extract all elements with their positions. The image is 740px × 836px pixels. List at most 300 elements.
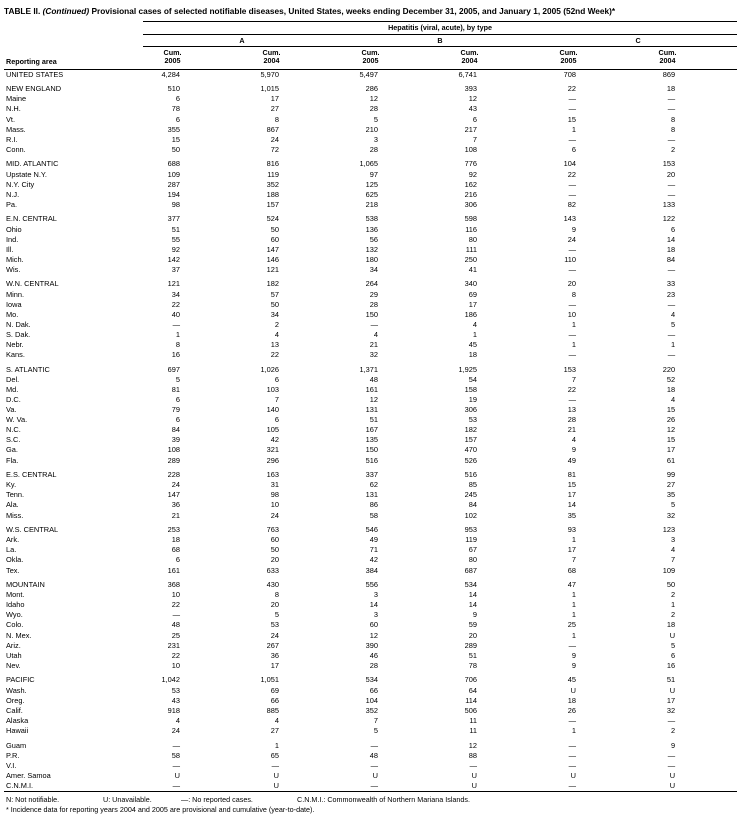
value-cell: —: [568, 640, 576, 650]
reporting-area-cell: MOUNTAIN: [6, 580, 45, 590]
value-cell: 12: [369, 94, 378, 104]
year-label: 2005: [362, 56, 379, 66]
value-cell: 98: [270, 490, 279, 500]
value-cell: —: [568, 299, 576, 309]
value-cell: 287: [167, 179, 180, 189]
table-row: [4, 781, 737, 792]
value-cell: 180: [365, 254, 378, 264]
reporting-area-cell: E.S. CENTRAL: [6, 470, 57, 480]
value-cell: 51: [369, 415, 378, 425]
table-header: [4, 21, 737, 69]
value-cell: 3: [670, 535, 676, 545]
value-cell: 146: [266, 254, 279, 264]
value-cell: 708: [563, 69, 576, 79]
value-cell: 35: [666, 490, 676, 500]
value-cell: 125: [365, 179, 378, 189]
value-cell: 56: [369, 234, 378, 244]
table-row: [4, 210, 737, 225]
reporting-area-cell: P.R.: [6, 750, 20, 760]
value-cell: 18: [171, 535, 180, 545]
table-row: [4, 310, 737, 320]
value-cell: 12: [666, 425, 676, 435]
value-cell: 51: [468, 650, 477, 660]
value-cell: 34: [171, 289, 180, 299]
value-cell: —: [370, 740, 378, 750]
table-row: [4, 395, 737, 405]
value-cell: 16: [666, 660, 676, 670]
value-cell: 28: [369, 104, 378, 114]
value-cell: 390: [365, 640, 378, 650]
value-cell: 2: [670, 725, 676, 735]
value-cell: 48: [369, 750, 378, 760]
value-cell: 109: [662, 565, 676, 575]
table-row: [4, 145, 737, 155]
value-cell: 53: [468, 415, 477, 425]
value-cell: 11: [469, 725, 477, 735]
value-cell: 108: [167, 445, 180, 455]
value-cell: 162: [464, 179, 477, 189]
value-cell: 393: [464, 84, 477, 94]
year-label: 2004: [461, 56, 478, 66]
value-cell: 22: [270, 350, 279, 360]
value-cell: 123: [662, 525, 676, 535]
value-cell: 20: [270, 600, 279, 610]
value-cell: 228: [167, 470, 180, 480]
reporting-area-cell: Oreg.: [6, 695, 25, 705]
table-row: [4, 751, 737, 761]
year-label: 2004: [263, 56, 280, 66]
value-cell: 352: [266, 179, 279, 189]
value-cell: 50: [270, 545, 279, 555]
value-cell: 250: [464, 254, 477, 264]
value-cell: 14: [468, 590, 477, 600]
value-cell: 17: [666, 695, 676, 705]
value-cell: 4: [472, 319, 477, 329]
value-cell: U: [174, 770, 180, 780]
value-cell: 5: [670, 640, 676, 650]
value-cell: 49: [369, 535, 378, 545]
value-cell: 245: [464, 490, 477, 500]
value-cell: 25: [171, 630, 180, 640]
table-title-text: Provisional cases of selected notifiable diseases, United States, weeks ending December 31, 2005, and January 1, 2005 (52nd Week)*: [91, 6, 616, 16]
value-cell: 32: [369, 350, 378, 360]
value-cell: 5: [274, 610, 279, 620]
value-cell: 516: [464, 470, 477, 480]
value-cell: 13: [567, 405, 576, 415]
value-cell: 135: [365, 435, 378, 445]
table-row: [4, 155, 737, 170]
value-cell: 1: [571, 340, 576, 350]
spacer-cell: [4, 21, 143, 34]
value-cell: 80: [468, 555, 477, 565]
reporting-area-cell: Calif.: [6, 705, 23, 715]
value-cell: —: [370, 760, 378, 770]
value-cell: 17: [666, 445, 676, 455]
value-cell: 131: [365, 405, 378, 415]
value-cell: 6: [274, 415, 279, 425]
value-cell: 50: [666, 580, 676, 590]
reporting-area-cell: Wis.: [6, 264, 21, 274]
value-cell: 2: [670, 144, 676, 154]
reporting-area-cell: Va.: [6, 405, 17, 415]
value-cell: 61: [666, 455, 676, 465]
value-cell: —: [568, 350, 576, 360]
value-cell: —: [568, 740, 576, 750]
value-cell: 368: [167, 580, 180, 590]
value-cell: U: [471, 780, 477, 790]
value-cell: 4: [670, 545, 676, 555]
value-cell: U: [669, 685, 676, 695]
value-cell: 13: [270, 340, 279, 350]
value-cell: 355: [167, 124, 180, 134]
value-cell: 4: [670, 309, 676, 319]
value-cell: 2: [670, 610, 676, 620]
value-cell: 516: [365, 455, 378, 465]
table-row: [4, 736, 737, 751]
notifiable-diseases-table: [4, 21, 737, 792]
value-cell: 163: [266, 470, 279, 480]
value-cell: 104: [365, 695, 378, 705]
value-cell: 6,741: [458, 69, 477, 79]
value-cell: 14: [666, 234, 676, 244]
value-cell: 4: [274, 329, 279, 339]
value-cell: 687: [464, 565, 477, 575]
table-row: [4, 445, 737, 455]
reporting-area-cell: Iowa: [6, 299, 22, 309]
reporting-area-header: Reporting area: [4, 46, 143, 69]
value-cell: 41: [468, 264, 477, 274]
value-cell: 36: [171, 500, 180, 510]
column-header-row: [4, 46, 737, 69]
table-row: [4, 200, 737, 210]
value-cell: 267: [266, 640, 279, 650]
value-cell: 122: [662, 214, 676, 224]
value-cell: 15: [666, 435, 676, 445]
value-cell: 97: [369, 169, 378, 179]
value-cell: 109: [167, 169, 180, 179]
reporting-area-cell: Ark.: [6, 535, 20, 545]
value-cell: 24: [567, 234, 576, 244]
value-cell: 6: [175, 94, 180, 104]
value-cell: —: [568, 179, 576, 189]
value-cell: 4: [373, 329, 378, 339]
value-cell: 7: [670, 555, 676, 565]
value-cell: 296: [266, 455, 279, 465]
value-cell: —: [667, 104, 676, 114]
value-cell: 286: [365, 84, 378, 94]
table-row: [4, 466, 737, 481]
value-cell: —: [370, 319, 378, 329]
value-cell: —: [568, 189, 576, 199]
value-cell: 37: [171, 264, 180, 274]
value-cell: 153: [662, 159, 676, 169]
value-cell: 132: [365, 244, 378, 254]
value-cell: 538: [365, 214, 378, 224]
table-row: [4, 275, 737, 290]
value-cell: 142: [167, 254, 180, 264]
table-row: [4, 340, 737, 350]
value-cell: 1,925: [458, 364, 477, 374]
value-cell: 1: [571, 319, 576, 329]
value-cell: 36: [270, 650, 279, 660]
value-cell: 340: [464, 279, 477, 289]
value-cell: U: [570, 770, 576, 780]
reporting-area-cell: UNITED STATES: [6, 69, 64, 79]
spacer-cell: [4, 34, 143, 46]
table-row: [4, 706, 737, 716]
value-cell: 6: [175, 555, 180, 565]
value-cell: 10: [171, 660, 180, 670]
reporting-area-cell: NEW ENGLAND: [6, 84, 62, 94]
reporting-area-cell: N. Mex.: [6, 630, 32, 640]
table-row: [4, 170, 737, 180]
reporting-area-cell: Pa.: [6, 199, 18, 209]
table-row: [4, 330, 737, 340]
reporting-area-cell: Colo.: [6, 620, 24, 630]
value-cell: 48: [369, 374, 378, 384]
value-cell: —: [370, 780, 378, 790]
value-cell: 5: [670, 319, 676, 329]
value-cell: 47: [567, 580, 576, 590]
value-cell: 60: [270, 234, 279, 244]
value-cell: 6: [274, 374, 279, 384]
value-cell: 48: [171, 620, 180, 630]
value-cell: 28: [567, 415, 576, 425]
value-cell: 6: [175, 395, 180, 404]
value-cell: 5: [373, 114, 378, 124]
table-row: [4, 590, 737, 600]
value-cell: 706: [464, 675, 477, 685]
table-row: [4, 320, 737, 330]
value-cell: 598: [464, 214, 477, 224]
value-cell: 8: [670, 114, 676, 124]
value-cell: 21: [369, 340, 378, 350]
value-cell: 556: [365, 580, 378, 590]
value-cell: 9: [472, 610, 477, 620]
value-cell: 22: [171, 299, 180, 309]
value-cell: 21: [171, 510, 180, 520]
value-cell: —: [667, 760, 676, 770]
value-cell: 14: [468, 600, 477, 610]
value-cell: 28: [369, 660, 378, 670]
value-cell: 157: [464, 435, 477, 445]
value-cell: 49: [567, 455, 576, 465]
year-label: 2005: [560, 56, 577, 66]
table-number: TABLE II.: [4, 6, 41, 16]
value-cell: 4,284: [161, 69, 180, 79]
subgroup-row: [4, 34, 737, 46]
value-cell: 24: [270, 510, 279, 520]
reporting-area-cell: W. Va.: [6, 415, 28, 425]
value-cell: 6: [670, 650, 676, 660]
value-cell: U: [669, 630, 676, 640]
value-cell: 5: [670, 500, 676, 510]
value-cell: 58: [369, 510, 378, 520]
value-cell: 6: [472, 114, 477, 124]
value-cell: 10: [567, 309, 576, 319]
value-cell: —: [568, 244, 576, 254]
value-cell: 4: [571, 435, 576, 445]
value-cell: 231: [167, 640, 180, 650]
subgroup-header-b: B: [341, 34, 539, 46]
value-cell: 869: [662, 69, 676, 79]
table-row: [4, 69, 737, 80]
value-cell: 28: [369, 299, 378, 309]
value-cell: 506: [464, 705, 477, 715]
value-cell: —: [568, 264, 576, 274]
value-cell: 1: [571, 725, 576, 735]
reporting-area-cell: Mo.: [6, 309, 19, 319]
value-cell: —: [568, 94, 576, 104]
value-cell: 10: [171, 590, 180, 600]
value-cell: 8: [571, 289, 576, 299]
value-cell: 7: [274, 395, 279, 404]
reporting-area-cell: Idaho: [6, 600, 25, 610]
table-row: [4, 435, 737, 445]
table-row: [4, 104, 737, 114]
value-cell: 52: [666, 374, 676, 384]
value-cell: —: [172, 760, 180, 770]
value-cell: 6: [571, 144, 576, 154]
value-cell: 867: [266, 124, 279, 134]
value-cell: —: [667, 94, 676, 104]
value-cell: 39: [171, 435, 180, 445]
column-header-c-2005: [539, 46, 638, 69]
value-cell: 99: [666, 470, 676, 480]
value-cell: 27: [270, 104, 279, 114]
reporting-area-cell: Nebr.: [6, 340, 24, 350]
value-cell: 18: [666, 84, 676, 94]
value-cell: 188: [266, 189, 279, 199]
value-cell: 546: [365, 525, 378, 535]
value-cell: 352: [365, 705, 378, 715]
table-row: [4, 255, 737, 265]
value-cell: 6: [175, 114, 180, 124]
value-cell: 1: [571, 630, 576, 640]
value-cell: 136: [365, 224, 378, 234]
reporting-area-cell: S. Dak.: [6, 329, 31, 339]
value-cell: 430: [266, 580, 279, 590]
value-cell: 217: [464, 124, 477, 134]
table-continued-label: (Continued): [42, 6, 90, 16]
value-cell: 14: [369, 600, 378, 610]
reporting-area-cell: Guam: [6, 740, 27, 750]
value-cell: 59: [468, 620, 477, 630]
reporting-area-cell: Conn.: [6, 144, 26, 154]
value-cell: 7: [472, 134, 477, 144]
value-cell: 157: [266, 199, 279, 209]
table-row: [4, 545, 737, 555]
value-cell: U: [273, 770, 279, 780]
value-cell: 31: [270, 480, 279, 490]
value-cell: 816: [266, 159, 279, 169]
value-cell: 885: [266, 705, 279, 715]
value-cell: U: [372, 770, 378, 780]
value-cell: 15: [666, 405, 676, 415]
table-row: [4, 726, 737, 736]
value-cell: 218: [365, 199, 378, 209]
value-cell: 108: [464, 144, 477, 154]
reporting-area-cell: Ga.: [6, 445, 18, 455]
value-cell: U: [570, 685, 576, 695]
value-cell: 776: [464, 159, 477, 169]
value-cell: 1: [571, 600, 576, 610]
value-cell: 18: [666, 384, 676, 394]
column-header-a-2004: [242, 46, 341, 69]
value-cell: 22: [171, 600, 180, 610]
reporting-area-cell: S.C.: [6, 435, 21, 445]
value-cell: 153: [563, 364, 576, 374]
value-cell: 66: [369, 685, 378, 695]
value-cell: 524: [266, 214, 279, 224]
reporting-area-cell: Mont.: [6, 590, 25, 600]
value-cell: 22: [171, 650, 180, 660]
reporting-area-cell: D.C.: [6, 395, 21, 404]
value-cell: 526: [464, 455, 477, 465]
value-cell: 26: [567, 705, 576, 715]
value-cell: 17: [567, 545, 576, 555]
value-cell: 8: [670, 124, 676, 134]
value-cell: 688: [167, 159, 180, 169]
table-row: [4, 375, 737, 385]
value-cell: 104: [563, 159, 576, 169]
value-cell: 25: [567, 620, 576, 630]
value-cell: 1,015: [260, 84, 279, 94]
value-cell: 9: [571, 224, 576, 234]
value-cell: 182: [464, 425, 477, 435]
table-row: [4, 456, 737, 466]
value-cell: 763: [266, 525, 279, 535]
reporting-area-cell: Wash.: [6, 685, 27, 695]
reporting-area-cell: Fla.: [6, 455, 19, 465]
value-cell: 105: [266, 425, 279, 435]
value-cell: 3: [373, 134, 378, 144]
value-cell: 4: [670, 395, 676, 404]
table-row: [4, 245, 737, 255]
value-cell: —: [172, 319, 180, 329]
value-cell: 131: [365, 490, 378, 500]
value-cell: 82: [567, 199, 576, 209]
value-cell: 17: [567, 490, 576, 500]
value-cell: 45: [567, 675, 576, 685]
value-cell: 12: [468, 740, 477, 750]
table-row: [4, 716, 737, 726]
subgroup-header-c: C: [539, 34, 737, 46]
value-cell: 119: [465, 535, 477, 545]
value-cell: 65: [270, 750, 279, 760]
value-cell: 85: [468, 480, 477, 490]
value-cell: 78: [468, 660, 477, 670]
value-cell: 20: [666, 169, 676, 179]
reporting-area-cell: Md.: [6, 384, 19, 394]
table-row: [4, 500, 737, 510]
value-cell: 18: [567, 695, 576, 705]
value-cell: 53: [270, 620, 279, 630]
value-cell: —: [568, 329, 576, 339]
reporting-area-cell: V.I.: [6, 760, 17, 770]
table-row: [4, 405, 737, 415]
value-cell: 470: [464, 445, 477, 455]
value-cell: —: [568, 134, 576, 144]
value-cell: 20: [567, 279, 576, 289]
value-cell: 5,970: [260, 69, 279, 79]
cum-label: Cum.: [658, 47, 677, 57]
value-cell: —: [667, 350, 676, 360]
value-cell: 161: [167, 565, 180, 575]
value-cell: 50: [270, 224, 279, 234]
table-row: [4, 94, 737, 104]
reporting-area-cell: Hawaii: [6, 725, 29, 735]
